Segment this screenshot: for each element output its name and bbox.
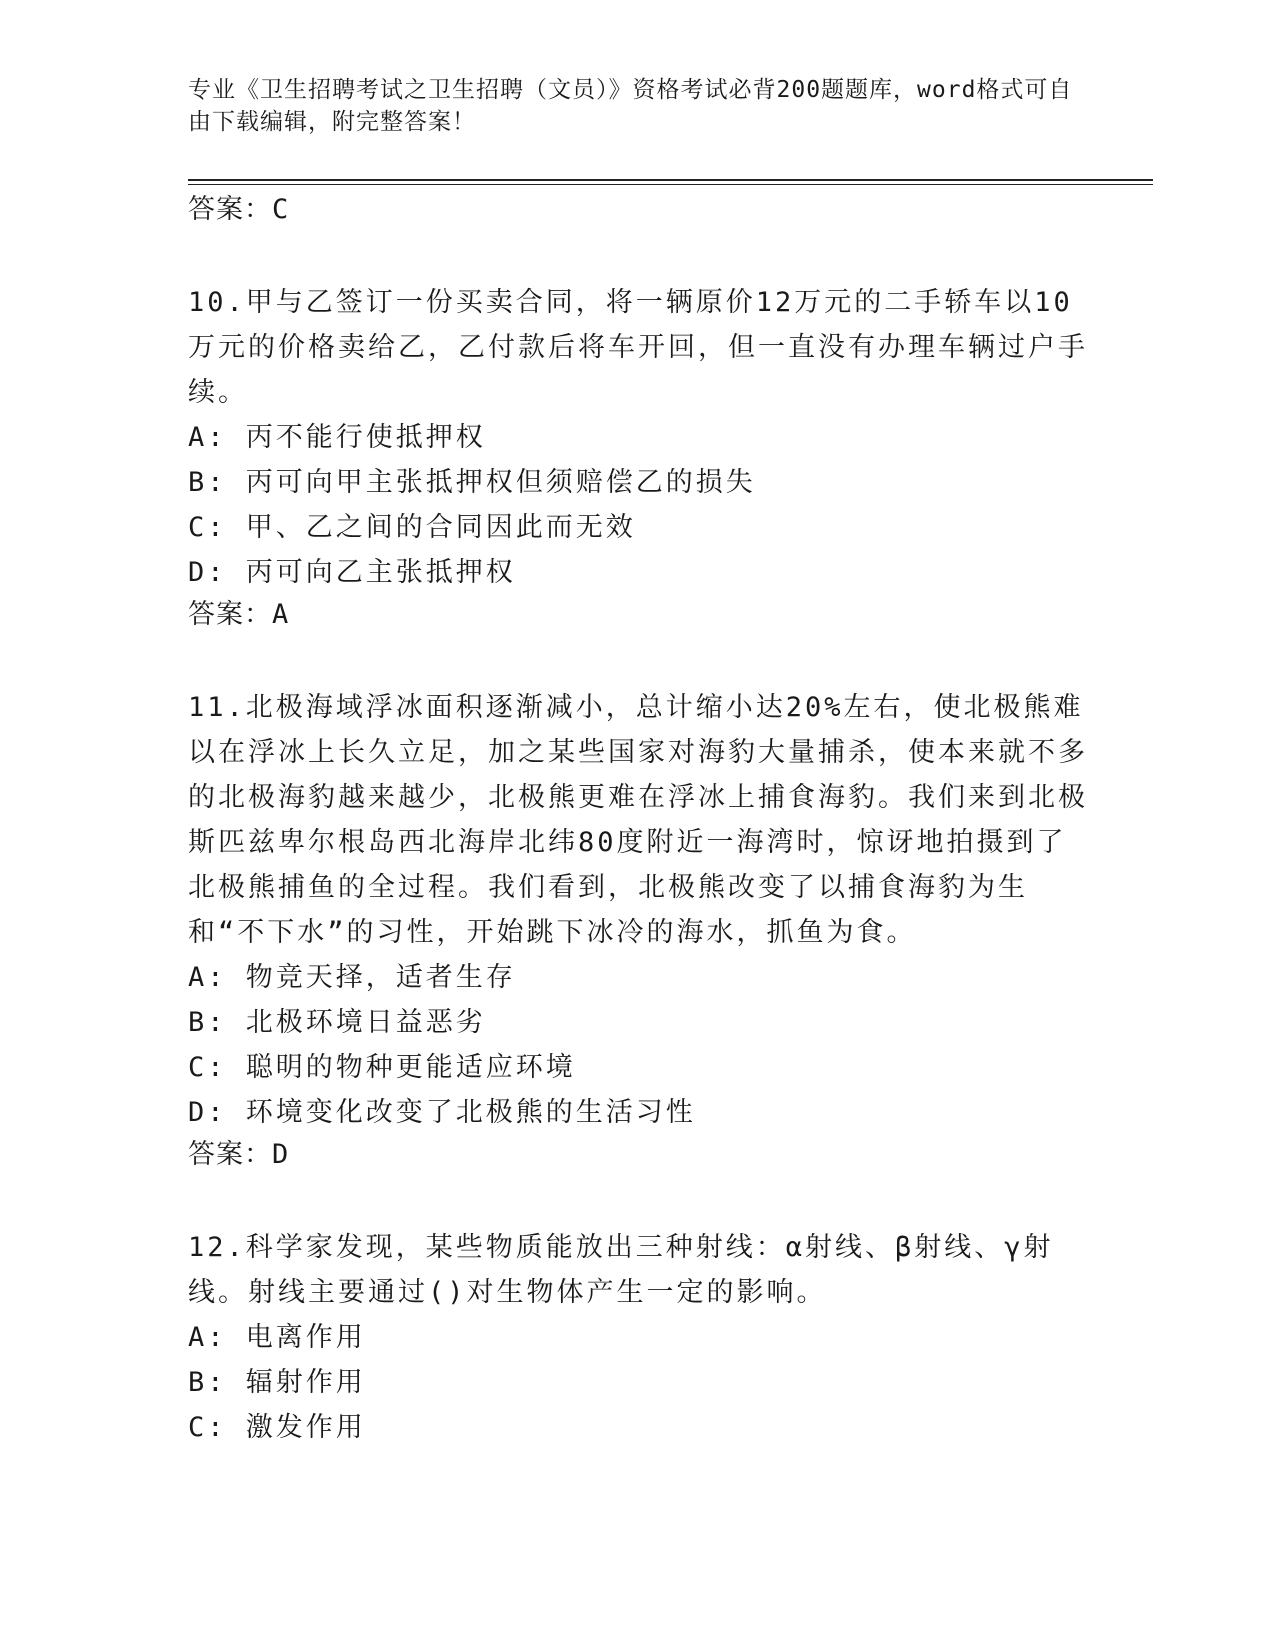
option-a: A: 物竞天择，适者生存 — [188, 962, 516, 993]
header-rule-thin — [188, 184, 1153, 185]
option-b: B: 北极环境日益恶劣 — [188, 1007, 486, 1038]
question-block-12 — [188, 1225, 1088, 1450]
answer-line: 答案：A — [188, 599, 290, 630]
option-b: B: 辐射作用 — [188, 1367, 366, 1398]
option-c: C: 聪明的物种更能适应环境 — [188, 1052, 576, 1083]
option-c: C: 甲、乙之间的合同因此而无效 — [188, 512, 636, 543]
option-d: D: 环境变化改变了北极熊的生活习性 — [188, 1097, 696, 1128]
question-stem: 11.北极海域浮冰面积逐渐减小，总计缩小达20%左右，使北极熊难以在浮冰上长久立足，加之某些国家对海豹大量捕杀，使本来就不多的北极海豹越来越少，北极熊更难在浮冰上捕食海豹。我们来到北极斯匹兹卑尔根岛西北海岸北纬80度附近一海湾时，惊讶地拍摄到了北极熊捕鱼的全过程。我们看到，北极熊改变了以捕食海豹为生和“不下水”的习性，开始跳下冰冷的海水，抓鱼为食。 — [188, 692, 1088, 948]
document-body — [188, 190, 1088, 1450]
option-a: A: 电离作用 — [188, 1322, 366, 1353]
option-b: B: 丙可向甲主张抵押权但须赔偿乙的损失 — [188, 467, 756, 498]
question-stem: 12.科学家发现，某些物质能放出三种射线：α射线、β射线、γ射线。射线主要通过()对生物体产生一定的影响。 — [188, 1232, 1054, 1308]
question-stem: 10.甲与乙签订一份买卖合同，将一辆原价12万元的二手轿车以10万元的价格卖给乙，乙付款后将车开回，但一直没有办理车辆过户手续。 — [188, 287, 1088, 408]
document-header: 专业《卫生招聘考试之卫生招聘（文员）》资格考试必背200题题库，word格式可自由下载编辑，附完整答案！ — [188, 77, 1073, 135]
option-d: D: 丙可向乙主张抵押权 — [188, 557, 516, 588]
question-block-10 — [188, 280, 1088, 635]
answer-line: 答案：C — [188, 194, 290, 225]
question-block-11 — [188, 685, 1088, 1175]
option-c: C: 激发作用 — [188, 1412, 366, 1443]
header-rule-thick — [188, 179, 1153, 181]
answer-line: 答案：D — [188, 1139, 290, 1170]
option-a: A: 丙不能行使抵押权 — [188, 422, 486, 453]
